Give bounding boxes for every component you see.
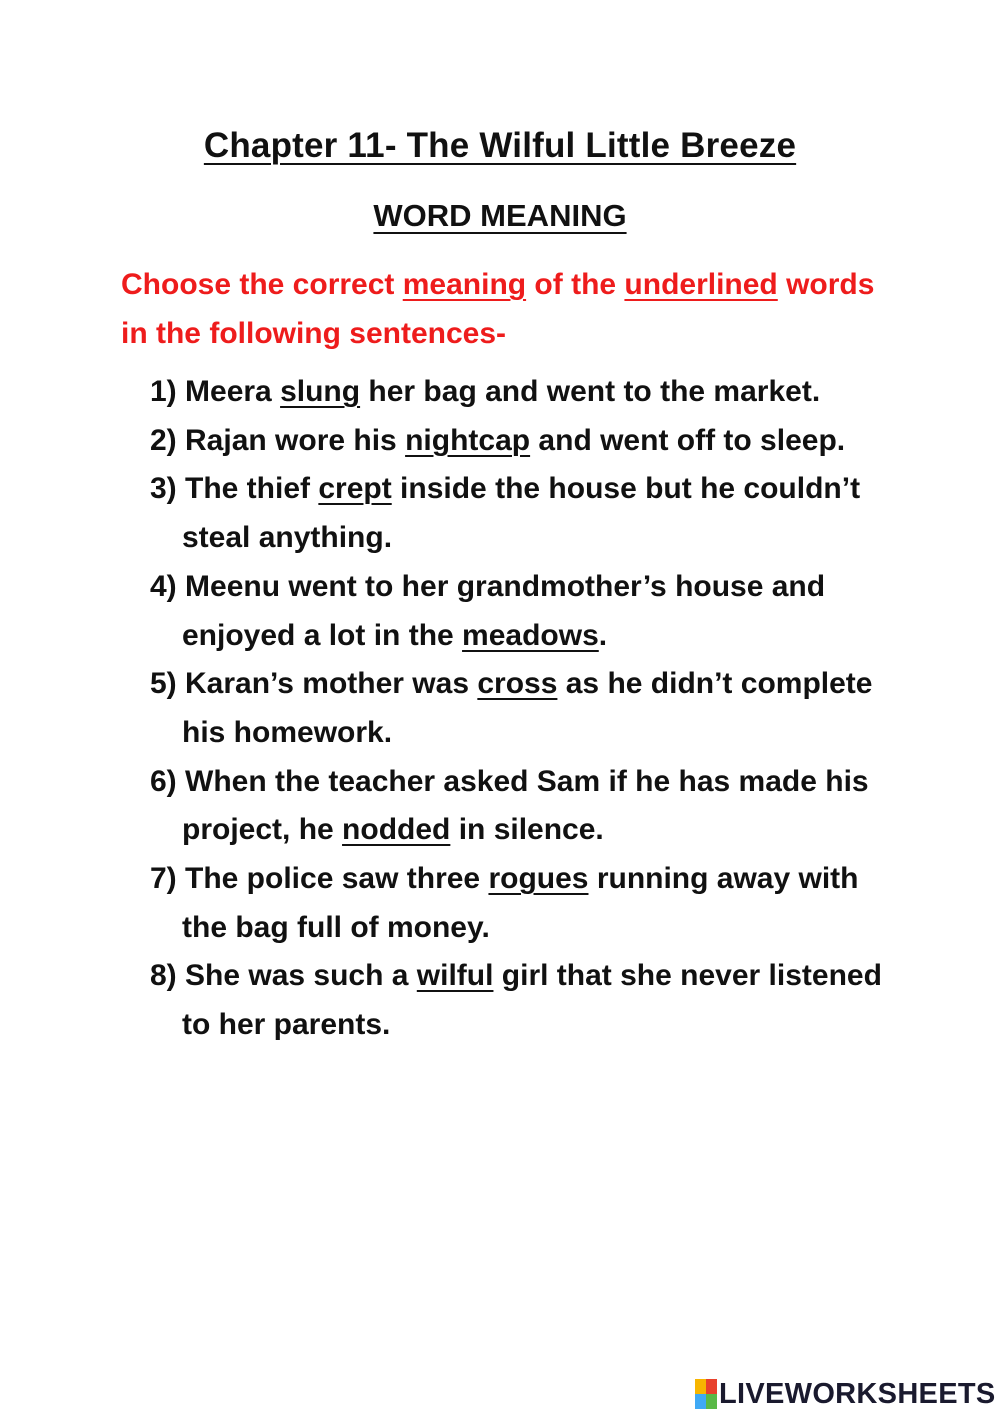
instruction-text	[121, 260, 901, 358]
question-item-5	[150, 660, 910, 757]
question-text-before: Rajan wore his	[185, 423, 406, 457]
question-item-2	[150, 417, 910, 466]
question-number: 1)	[150, 375, 186, 408]
question-number: 8)	[150, 959, 186, 993]
instruction-part-2: of the	[526, 268, 625, 301]
question-text-before: The thief	[185, 472, 319, 506]
question-item-4	[150, 563, 910, 660]
liveworksheets-logo-text: LIVEWORKSHEETS	[719, 1377, 996, 1410]
question-text-before: Meenu went to her grandmother’s house and enjoyed a lot in the	[182, 569, 826, 652]
question-text-before: Karan’s mother was	[185, 667, 478, 701]
liveworksheets-logo	[695, 1374, 996, 1414]
question-text-after: girl that she never listened to her parents.	[182, 959, 882, 1042]
question-item-3	[150, 465, 910, 562]
question-text-after: inside the house but he couldn’t steal anything.	[182, 472, 861, 555]
question-number: 5)	[150, 667, 186, 701]
underlined-word-cross: cross	[477, 667, 558, 701]
question-list	[150, 368, 910, 1050]
instruction-part-3: words in the following sentences-	[121, 268, 875, 350]
question-text-before: She was such a	[185, 959, 417, 993]
logo-square-red	[706, 1379, 717, 1394]
question-number: 6)	[150, 764, 186, 798]
question-text-after: .	[598, 618, 608, 652]
question-text-before: Meera	[185, 375, 281, 408]
underlined-word-crept: crept	[318, 472, 392, 506]
question-text-after: in silence.	[450, 813, 604, 847]
question-number: 2)	[150, 423, 186, 457]
question-item-6	[150, 758, 910, 855]
question-text-after: her bag and went to the market.	[360, 375, 821, 408]
underlined-word-slung: slung	[280, 375, 361, 408]
underlined-word-nodded: nodded	[342, 813, 451, 847]
question-text-before: When the teacher asked Sam if he has made his project, he	[182, 764, 869, 847]
question-number: 4)	[150, 569, 186, 603]
question-text-after: as he didn’t complete his homework.	[182, 667, 873, 749]
instruction-underlined-underlined: underlined	[624, 268, 778, 301]
liveworksheets-logo-icon	[695, 1379, 717, 1409]
question-item-8	[150, 952, 910, 1049]
logo-square-green	[706, 1394, 717, 1409]
underlined-word-nightcap: nightcap	[405, 423, 531, 457]
section-heading: WORD MEANING	[373, 198, 627, 233]
question-number: 7)	[150, 862, 186, 896]
logo-square-yellow	[695, 1379, 706, 1394]
question-text-before: The police saw three	[185, 862, 489, 896]
underlined-word-wilful: wilful	[416, 959, 494, 993]
question-text-after: and went off to sleep.	[530, 423, 846, 457]
question-item-7	[150, 855, 910, 952]
question-item-1	[150, 368, 910, 417]
logo-square-blue	[695, 1394, 706, 1409]
question-text-after: running away with the bag full of money.	[182, 862, 859, 944]
instruction-part-1: Choose the correct	[121, 268, 403, 301]
instruction-underlined-meaning: meaning	[402, 268, 527, 301]
underlined-word-rogues: rogues	[488, 862, 589, 896]
underlined-word-meadows: meadows	[462, 618, 599, 652]
question-number: 3)	[150, 472, 186, 506]
page-title: Chapter 11- The Wilful Little Breeze	[203, 126, 797, 165]
